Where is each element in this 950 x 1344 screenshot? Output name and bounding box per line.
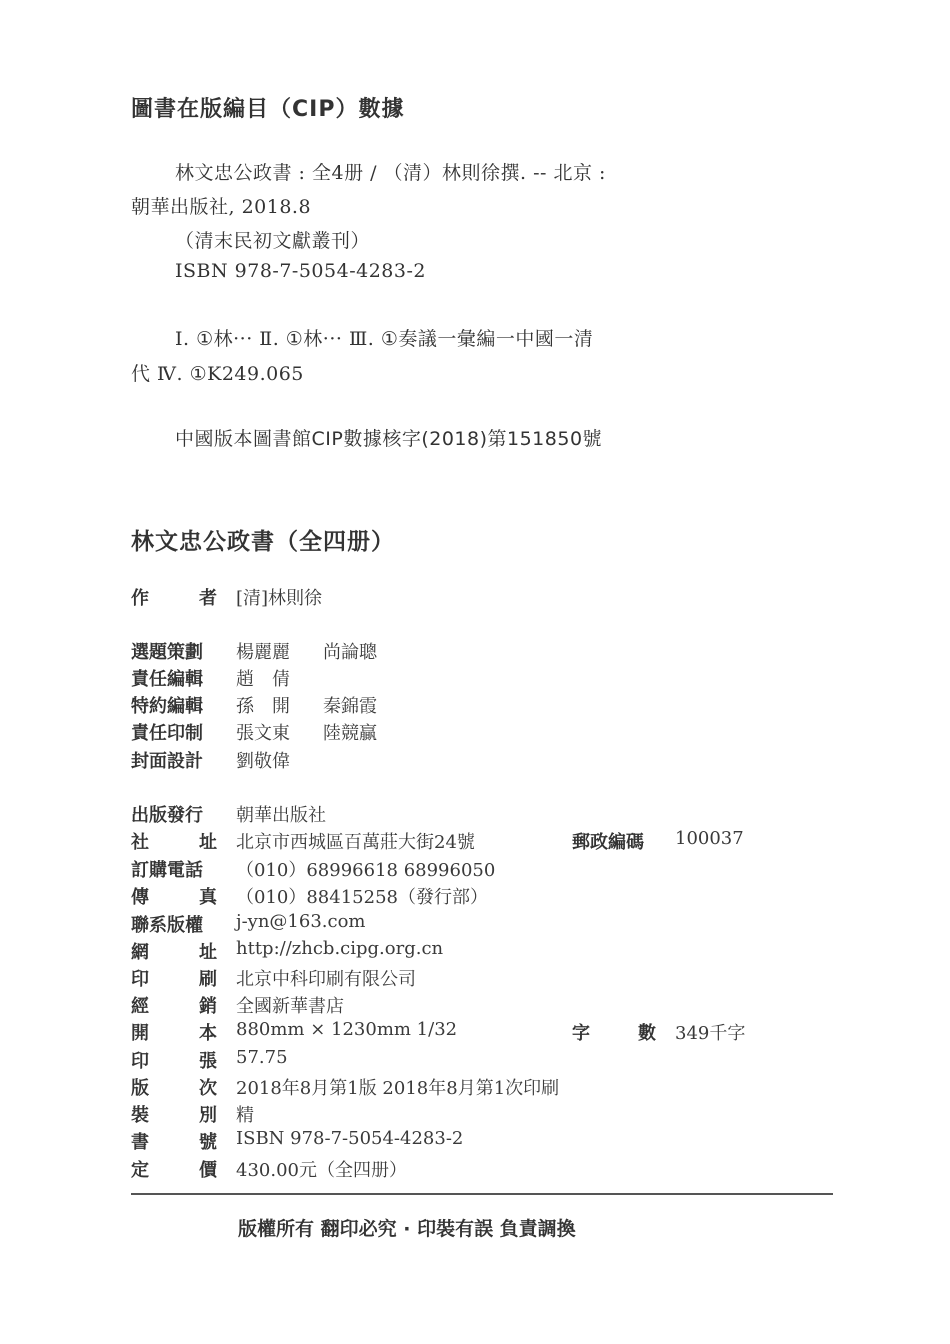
edition-value: 2018年8月第1版 2018年8月第1次印刷 xyxy=(236,1078,560,1099)
editor-value: 孫 開 xyxy=(236,696,290,717)
editor-value: 張文東 xyxy=(236,723,290,744)
sheets-value: 57.75 xyxy=(236,1047,288,1068)
author-value: [清]林則徐 xyxy=(236,588,323,609)
phone-label: 訂購電話 xyxy=(131,860,203,881)
format-label: 開 本 xyxy=(131,1023,217,1044)
editor-value: 楊麗麗 xyxy=(236,642,290,663)
address-value: 北京市西城區百萬莊大街24號 xyxy=(236,832,475,853)
format-value: 880mm × 1230mm 1/32 xyxy=(236,1019,458,1040)
issuer-value: 朝華出版社 xyxy=(236,805,326,826)
cip-line-3: （清末民初文獻叢刊） xyxy=(175,230,371,252)
cip-line-1: 林文忠公政書 : 全4册 / （清）林則徐撰. -- 北京 : xyxy=(175,162,606,184)
editor-value: 劉敬偉 xyxy=(236,751,290,772)
printer-label: 印 刷 xyxy=(131,969,217,990)
editor-label-responsible: 責任編輯 xyxy=(131,669,203,690)
editor-value: 尚論聰 xyxy=(323,642,377,663)
postcode-value: 100037 xyxy=(675,828,744,849)
price-label: 定 價 xyxy=(131,1160,217,1181)
cip-line-4: ISBN 978-7-5054-4283-2 xyxy=(175,260,426,282)
editor-label-special: 特約編輯 xyxy=(131,696,203,717)
contact-label: 聯系版權 xyxy=(131,915,203,936)
binding-label: 裝 別 xyxy=(131,1105,217,1126)
address-label: 社 址 xyxy=(131,832,217,853)
price-value: 430.00元（全四册） xyxy=(236,1160,407,1181)
author-label: 作 者 xyxy=(131,588,217,609)
sheets-label: 印 張 xyxy=(131,1051,217,1072)
isbn-value: ISBN 978-7-5054-4283-2 xyxy=(236,1128,464,1149)
word-count-label: 字 數 xyxy=(572,1023,656,1044)
cip-record-number: 中國版本圖書館CIP數據核字(2018)第151850號 xyxy=(175,428,603,450)
issuer-label: 出版發行 xyxy=(131,805,203,826)
postcode-label: 郵政編碼 xyxy=(572,832,644,853)
distributor-value: 全國新華書店 xyxy=(236,996,344,1017)
website-label: 網 址 xyxy=(131,942,217,963)
editor-label-printing: 責任印制 xyxy=(131,723,203,744)
binding-value: 精 xyxy=(236,1105,254,1126)
editor-label-planning: 選題策劃 xyxy=(131,642,203,663)
divider-rule xyxy=(131,1193,833,1195)
phone-value: （010）68996618 68996050 xyxy=(236,860,496,881)
cip-line-6: 代 Ⅳ. ①K249.065 xyxy=(131,363,304,385)
cip-line-2: 朝華出版社, 2018.8 xyxy=(131,196,312,218)
copyright-notice: 版權所有 翻印必究 · 印裝有誤 負責調換 xyxy=(238,1218,576,1240)
cip-line-5: Ⅰ. ①林··· Ⅱ. ①林··· Ⅲ. ①奏議一彙編一中國一清 xyxy=(175,328,594,350)
contact-email: j-yn@163.com xyxy=(236,911,366,932)
website-value: http://zhcb.cipg.org.cn xyxy=(236,938,444,959)
book-title: 林文忠公政書（全四册） xyxy=(131,529,395,555)
editor-label-cover: 封面設計 xyxy=(131,751,203,772)
cip-heading: 圖書在版編目（CIP）數據 xyxy=(131,97,405,122)
word-count-value: 349千字 xyxy=(675,1023,746,1044)
isbn-label: 書 號 xyxy=(131,1132,217,1153)
distributor-label: 經 銷 xyxy=(131,996,217,1017)
printer-value: 北京中科印刷有限公司 xyxy=(236,969,416,990)
edition-label: 版 次 xyxy=(131,1078,217,1099)
editor-value: 秦錦霞 xyxy=(323,696,377,717)
fax-value: （010）88415258（發行部） xyxy=(236,887,488,908)
editor-value: 陸競贏 xyxy=(323,723,377,744)
editor-value: 趙 倩 xyxy=(236,669,290,690)
fax-label: 傳 真 xyxy=(131,887,217,908)
